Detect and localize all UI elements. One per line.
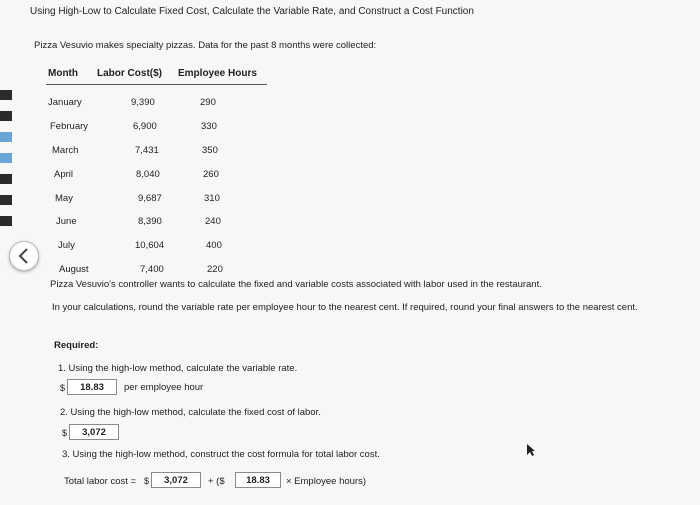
labor-cost-cell: 7,400: [140, 264, 164, 275]
formula-plus-text: + ($: [208, 476, 225, 487]
employee-hours-cell: 330: [201, 121, 217, 132]
labor-cost-cell: 9,390: [131, 97, 155, 108]
edge-bar: [0, 111, 12, 121]
question-3-currency: $: [144, 476, 150, 486]
month-cell: July: [58, 240, 75, 251]
header-divider: [46, 84, 267, 85]
edge-bar: [0, 90, 12, 100]
month-cell: June: [56, 216, 77, 227]
employee-hours-cell: 240: [205, 216, 221, 227]
labor-cost-cell: 10,604: [135, 240, 165, 251]
question-1-unit: per employee hour: [124, 382, 204, 393]
month-cell: May: [55, 193, 73, 204]
intro-text: Pizza Vesuvio makes specialty pizzas. Data for the past 8 months were collected:: [34, 40, 377, 51]
edge-bar: [0, 153, 12, 163]
labor-cost-cell: 8,040: [136, 169, 160, 180]
question-3-text: 3. Using the high-low method, construct the cost formula for total labor cost.: [62, 449, 380, 460]
month-cell: January: [48, 97, 82, 108]
variable-rate-input[interactable]: 18.83: [67, 379, 117, 395]
column-header-employee-hours: Employee Hours: [178, 68, 257, 79]
labor-cost-cell: 6,900: [133, 121, 157, 132]
controller-paragraph: Pizza Vesuvio's controller wants to calculate the fixed and variable costs associated with labor used in the restaurant.: [50, 279, 542, 290]
month-cell: March: [52, 145, 79, 156]
question-2-text: 2. Using the high-low method, calculate the fixed cost of labor.: [60, 407, 321, 418]
edge-bar: [0, 216, 12, 226]
fixed-cost-input[interactable]: 3,072: [69, 424, 119, 440]
employee-hours-cell: 310: [204, 193, 220, 204]
formula-suffix-text: × Employee hours): [286, 476, 366, 487]
formula-fixed-cost-input[interactable]: 3,072: [151, 472, 201, 488]
employee-hours-cell: 290: [200, 97, 216, 108]
mouse-pointer-icon: [526, 443, 536, 457]
edge-bar: [0, 174, 12, 184]
formula-variable-rate-input[interactable]: 18.83: [235, 472, 281, 488]
total-cost-label: Total labor cost =: [64, 476, 137, 487]
employee-hours-cell: 400: [206, 240, 222, 251]
column-header-month: Month: [48, 68, 78, 79]
edge-bar: [0, 132, 12, 142]
edge-bar: [0, 195, 12, 205]
chevron-left-icon: [16, 247, 32, 265]
rounding-instructions: In your calculations, round the variable rate per employee hour to the nearest cent. If required, round your final answers to the nearest cent.: [52, 302, 638, 313]
column-header-labor-cost: Labor Cost($): [97, 68, 162, 79]
required-heading: Required:: [54, 340, 99, 351]
employee-hours-cell: 260: [203, 169, 219, 180]
month-cell: August: [59, 264, 89, 275]
employee-hours-cell: 220: [207, 264, 223, 275]
question-1-text: 1. Using the high-low method, calculate the variable rate.: [58, 363, 298, 374]
employee-hours-cell: 350: [202, 145, 218, 156]
question-2-currency: $: [62, 428, 68, 438]
month-cell: April: [54, 169, 74, 180]
labor-cost-cell: 7,431: [135, 145, 159, 156]
question-1-currency: $: [60, 383, 66, 393]
left-edge-strip: [0, 90, 12, 237]
labor-cost-cell: 8,390: [138, 216, 162, 227]
back-button[interactable]: [9, 241, 39, 271]
month-cell: February: [50, 121, 89, 132]
labor-cost-cell: 9,687: [138, 193, 162, 204]
page-title: Using High-Low to Calculate Fixed Cost, Calculate the Variable Rate, and Construct a Cost Function: [30, 6, 474, 17]
